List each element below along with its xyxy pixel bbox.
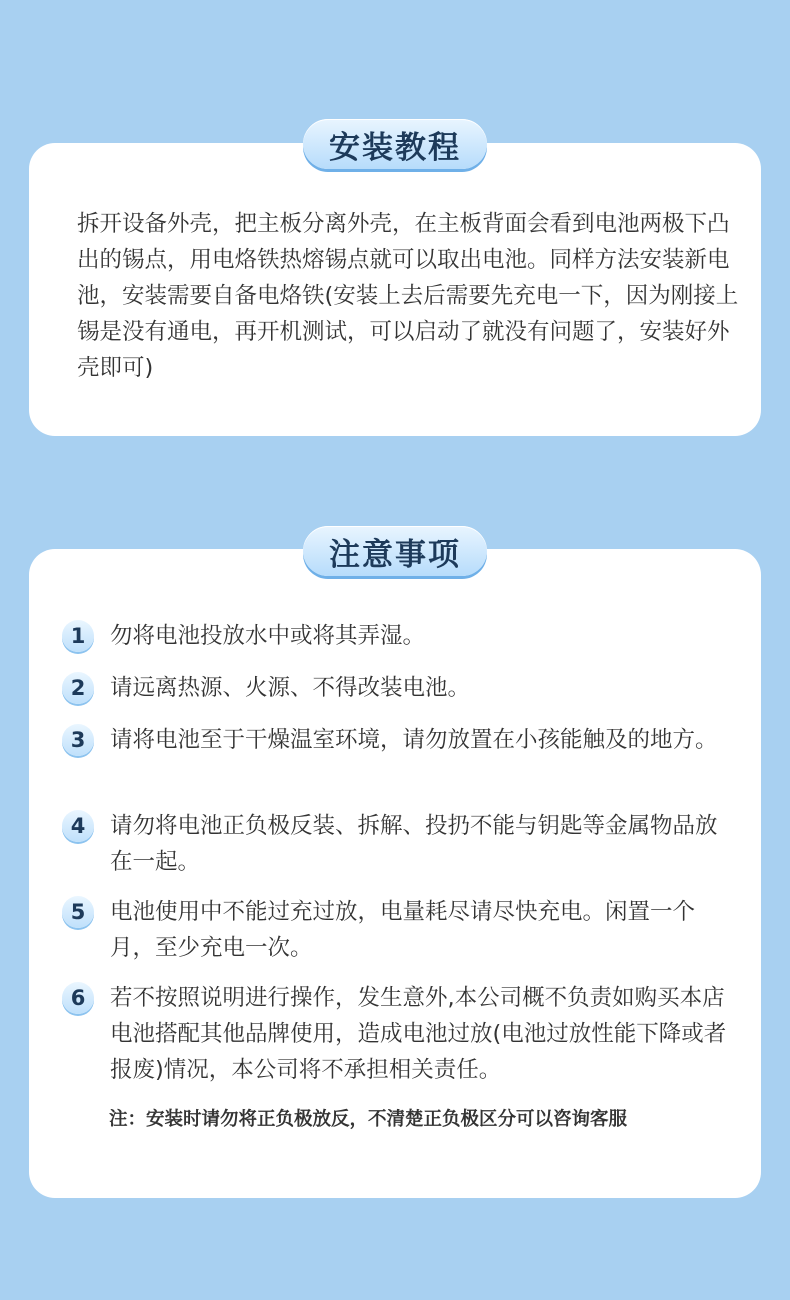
number-badge: 2 xyxy=(62,672,94,704)
note-item-6 xyxy=(62,980,730,1088)
note-text: 电池使用中不能过充过放，电量耗尽请尽快充电。闲置一个月，至少充电一次。 xyxy=(110,899,696,961)
note-text: 勿将电池投放水中或将其弄湿。 xyxy=(110,623,426,649)
note-item-2 xyxy=(62,670,730,706)
number-badge: 3 xyxy=(62,724,94,756)
note-text: 请勿将电池正负极反装、拆解、投扔不能与钥匙等金属物品放在一起。 xyxy=(110,813,718,875)
note-text: 请将电池至于干燥温室环境，请勿放置在小孩能触及的地方。 xyxy=(110,727,718,753)
note-item-4 xyxy=(62,808,730,880)
footnote: 注：安装时请勿将正负极放反，不清楚正负极区分可以咨询客服 xyxy=(109,1109,628,1130)
notes-title: 注意事项 xyxy=(303,526,487,576)
number-badge: 5 xyxy=(62,896,94,928)
note-item-3 xyxy=(62,722,730,758)
number-badge: 1 xyxy=(62,620,94,652)
note-text: 若不按照说明进行操作，发生意外,本公司概不负责如购买本店电池搭配其他品牌使用，造成电池过放(电池过放性能下降或者报废)情况，本公司将不承担相关责任。 xyxy=(110,985,727,1083)
note-text: 请远离热源、火源、不得改装电池。 xyxy=(110,675,471,701)
install-title: 安装教程 xyxy=(303,119,487,169)
note-item-1 xyxy=(62,618,730,654)
number-badge: 6 xyxy=(62,982,94,1014)
note-item-5 xyxy=(62,894,730,966)
number-badge: 4 xyxy=(62,810,94,842)
install-instructions: 拆开设备外壳，把主板分离外壳，在主板背面会看到电池两极下凸出的锡点，用电烙铁热熔锡点就可以取出电池。同样方法安装新电池，安装需要自备电烙铁(安装上去后需要先充电一下，因为刚接上锡是没有通电，再开机测试，可以启动了就没有问题了，安装好外壳即可) xyxy=(77,211,739,381)
